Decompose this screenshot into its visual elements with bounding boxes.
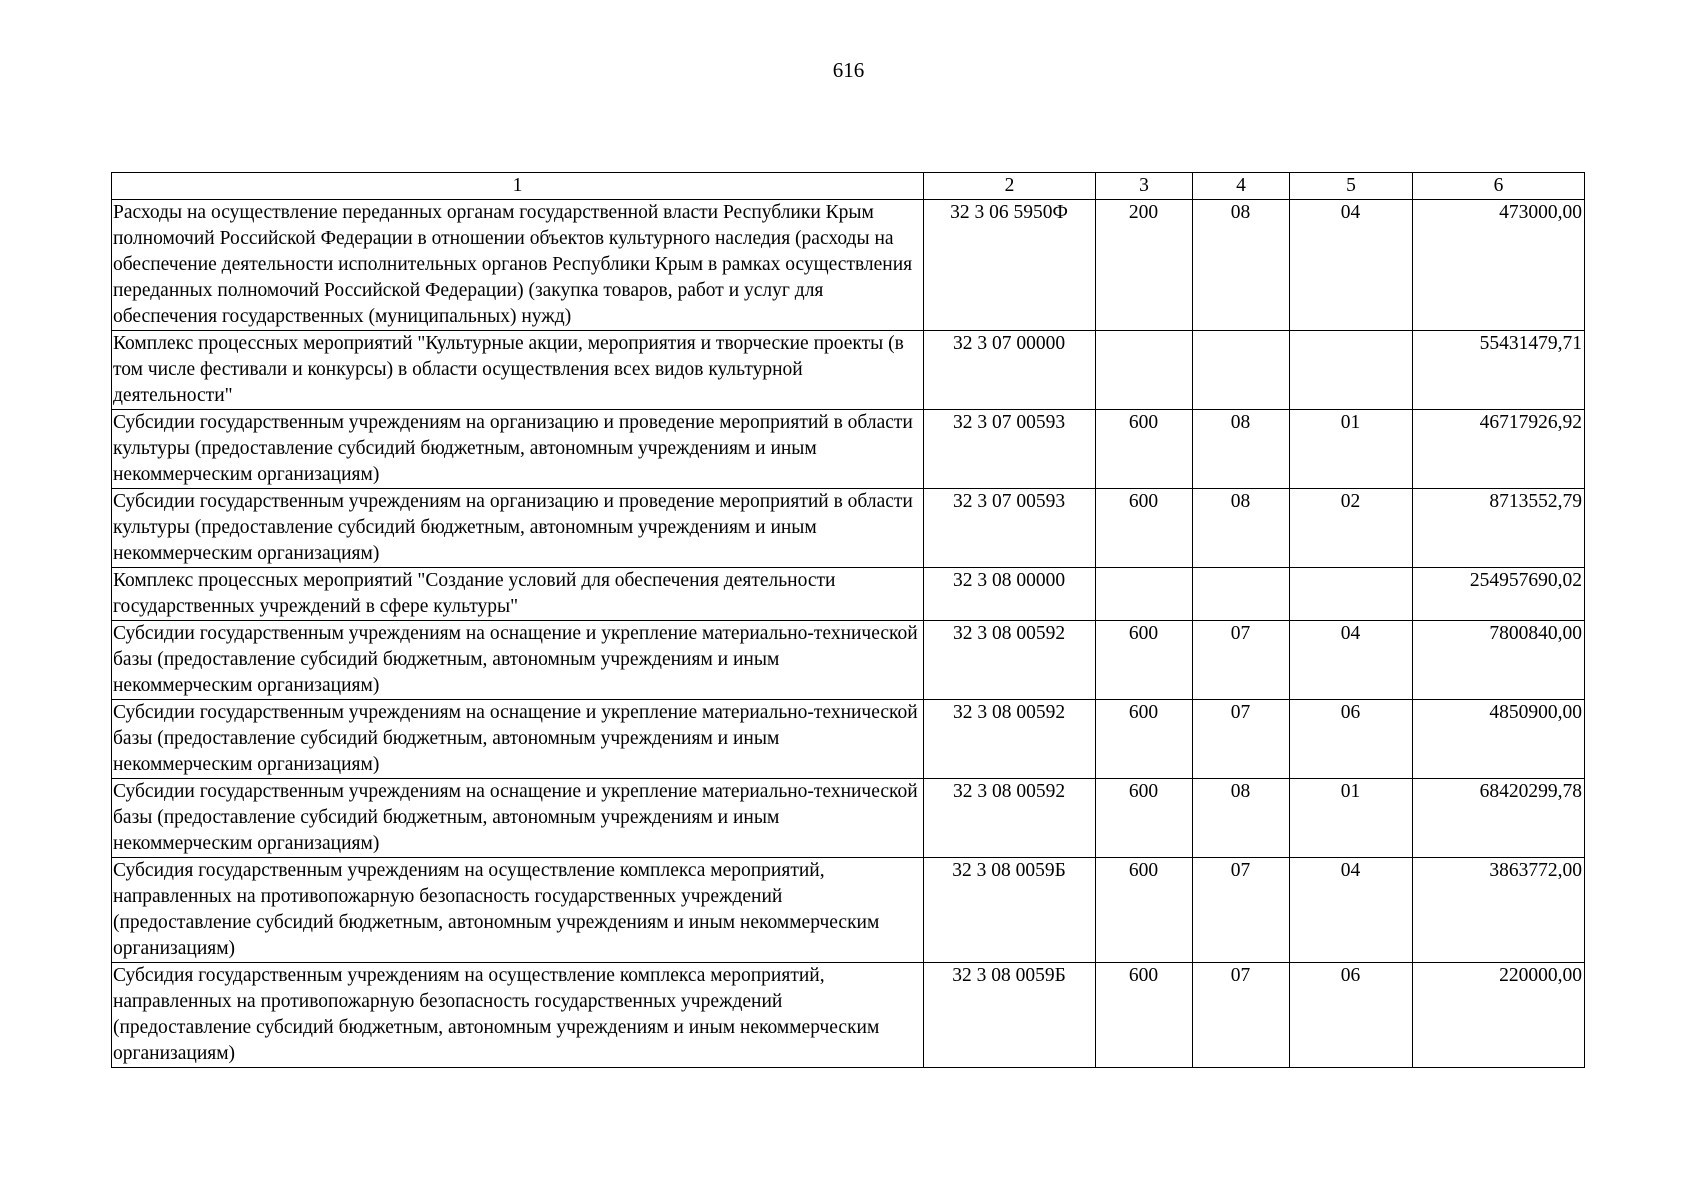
expense-type-cell: 600 — [1096, 779, 1193, 858]
amount-cell: 4850900,00 — [1413, 700, 1585, 779]
target-article-code-cell: 32 3 08 00000 — [924, 568, 1096, 621]
target-article-code-cell: 32 3 07 00593 — [924, 410, 1096, 489]
table-row — [112, 331, 1585, 410]
section-cell — [1193, 331, 1290, 410]
expense-name-cell: Расходы на осуществление переданных органам государственной власти Республики Крым полномочий Российской Федерации в отношении объектов культурного наследия (расходы на обеспечение деятельности исполнительных органов Республики Крым в рамках осуществления переданных полномочий Российской Федерации) (закупка товаров, работ и услуг для обеспечения государственных (муниципальных) нужд) — [112, 200, 924, 331]
target-article-code-cell: 32 3 08 00592 — [924, 700, 1096, 779]
target-article-code-cell: 32 3 08 00592 — [924, 621, 1096, 700]
subsection-cell: 01 — [1290, 410, 1413, 489]
column-header: 3 — [1096, 173, 1193, 200]
expense-type-cell: 600 — [1096, 700, 1193, 779]
table-row — [112, 621, 1585, 700]
amount-cell: 8713552,79 — [1413, 489, 1585, 568]
expense-name-cell: Субсидии государственным учреждениям на организацию и проведение мероприятий в области культуры (предоставление субсидий бюджетным, автономным учреждениям и иным некоммерческим организациям) — [112, 489, 924, 568]
amount-cell: 55431479,71 — [1413, 331, 1585, 410]
page-number: 616 — [832, 58, 865, 82]
section-cell: 07 — [1193, 858, 1290, 963]
expense-name-cell: Субсидии государственным учреждениям на оснащение и укрепление материально-технической базы (предоставление субсидий бюджетным, автономным учреждениям и иным некоммерческим организациям) — [112, 700, 924, 779]
table-row — [112, 568, 1585, 621]
column-header: 6 — [1413, 173, 1585, 200]
table-row — [112, 779, 1585, 858]
section-cell: 08 — [1193, 489, 1290, 568]
subsection-cell: 02 — [1290, 489, 1413, 568]
table-row — [112, 410, 1585, 489]
amount-cell: 473000,00 — [1413, 200, 1585, 331]
section-cell: 08 — [1193, 779, 1290, 858]
expense-name-cell: Комплекс процессных мероприятий "Культурные акции, мероприятия и творческие проекты (в том числе фестивали и конкурсы) в области осуществления всех видов культурной деятельности" — [112, 331, 924, 410]
subsection-cell: 04 — [1290, 621, 1413, 700]
column-header: 1 — [112, 173, 924, 200]
section-cell: 08 — [1193, 410, 1290, 489]
expense-type-cell: 600 — [1096, 489, 1193, 568]
expense-name-cell: Субсидии государственным учреждениям на оснащение и укрепление материально-технической базы (предоставление субсидий бюджетным, автономным учреждениям и иным некоммерческим организациям) — [112, 621, 924, 700]
amount-cell: 3863772,00 — [1413, 858, 1585, 963]
table-row — [112, 858, 1585, 963]
target-article-code-cell: 32 3 06 5950Ф — [924, 200, 1096, 331]
subsection-cell — [1290, 568, 1413, 621]
table-row — [112, 200, 1585, 331]
section-cell: 07 — [1193, 700, 1290, 779]
expense-name-cell: Субсидия государственным учреждениям на осуществление комплекса мероприятий, направленных на противопожарную безопасность государственных учреждений (предоставление субсидий бюджетным, автономным учреждениям и иным некоммерческим организациям) — [112, 858, 924, 963]
subsection-cell: 01 — [1290, 779, 1413, 858]
table-header-row — [112, 173, 1585, 200]
table-row — [112, 489, 1585, 568]
amount-cell: 220000,00 — [1413, 963, 1585, 1068]
subsection-cell: 04 — [1290, 858, 1413, 963]
table-row — [112, 700, 1585, 779]
amount-cell: 254957690,02 — [1413, 568, 1585, 621]
section-cell: 07 — [1193, 621, 1290, 700]
section-cell — [1193, 568, 1290, 621]
table-row — [112, 963, 1585, 1068]
amount-cell: 46717926,92 — [1413, 410, 1585, 489]
target-article-code-cell: 32 3 08 0059Б — [924, 858, 1096, 963]
section-cell: 08 — [1193, 200, 1290, 331]
subsection-cell: 06 — [1290, 700, 1413, 779]
column-header: 5 — [1290, 173, 1413, 200]
section-cell: 07 — [1193, 963, 1290, 1068]
expense-type-cell: 600 — [1096, 621, 1193, 700]
amount-cell: 7800840,00 — [1413, 621, 1585, 700]
budget-table — [111, 172, 1585, 1068]
subsection-cell: 04 — [1290, 200, 1413, 331]
target-article-code-cell: 32 3 07 00593 — [924, 489, 1096, 568]
target-article-code-cell: 32 3 08 00592 — [924, 779, 1096, 858]
expense-type-cell — [1096, 331, 1193, 410]
subsection-cell: 06 — [1290, 963, 1413, 1068]
expense-type-cell — [1096, 568, 1193, 621]
expense-name-cell: Субсидии государственным учреждениям на организацию и проведение мероприятий в области культуры (предоставление субсидий бюджетным, автономным учреждениям и иным некоммерческим организациям) — [112, 410, 924, 489]
target-article-code-cell: 32 3 08 0059Б — [924, 963, 1096, 1068]
expense-type-cell: 200 — [1096, 200, 1193, 331]
expense-name-cell: Субсидия государственным учреждениям на осуществление комплекса мероприятий, направленных на противопожарную безопасность государственных учреждений (предоставление субсидий бюджетным, автономным учреждениям и иным некоммерческим организациям) — [112, 963, 924, 1068]
subsection-cell — [1290, 331, 1413, 410]
target-article-code-cell: 32 3 07 00000 — [924, 331, 1096, 410]
amount-cell: 68420299,78 — [1413, 779, 1585, 858]
expense-type-cell: 600 — [1096, 963, 1193, 1068]
column-header: 2 — [924, 173, 1096, 200]
expense-name-cell: Субсидии государственным учреждениям на оснащение и укрепление материально-технической базы (предоставление субсидий бюджетным, автономным учреждениям и иным некоммерческим организациям) — [112, 779, 924, 858]
expense-name-cell: Комплекс процессных мероприятий "Создание условий для обеспечения деятельности государственных учреждений в сфере культуры" — [112, 568, 924, 621]
column-header: 4 — [1193, 173, 1290, 200]
expense-type-cell: 600 — [1096, 858, 1193, 963]
expense-type-cell: 600 — [1096, 410, 1193, 489]
